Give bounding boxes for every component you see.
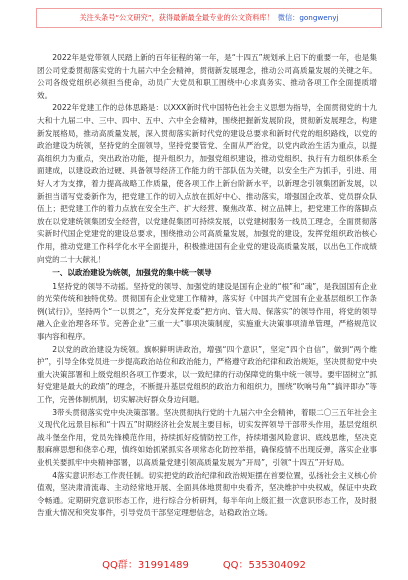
banner-text: 关注头条号“公文研究”，获得最新最全最专业的公文资料库！ [79,13,274,22]
paragraph: 4落实意识形态工作责任制。切实把党的政治纪律和政治规矩摆在首要位置，弘扬社会主义核心价值观，坚决肃清流毒、主动经常地开展、全面具体地贯彻中央看齐，坚决维护中央权威，保证中央政令畅通。定期研究意识形态工作，进行综合分析研判，每半年向上级汇报一次意识形态工作，及时报告重大情况和突发事件，引导党员干部坚定理想信念，站稳政治立场。 [37,470,377,518]
footer-contacts [0,556,408,572]
header-banner [36,8,382,28]
paragraph: 2以党的政治建设为统领。旗帜鲜明讲政治，增强“四个意识”，坚定“四个自信”，做到“两个维护”，引导全体党员进一步提高政治站位和政治能力，严格遵守政治纪律和政治规矩，坚决贯彻党中央重大决策部署和上级党组织各项工作要求，以一致纪律的行动保障党的集中统一领导。要牢固树立“抓好党建是最大的政绩”的理念，不断提升基层党组织的政治力和组织力，围绕“吹响号角”“搞评即办”等工作，完善体制机制，切实解决好群众身边问题。 [37,344,377,405]
footer-qq-group: QQ群：31991489 [102,560,189,571]
paragraph: 2022年是党带领人民踏上新的百年征程的第一年，是“十四五”规划承上启下的重要一年，也是集团公司党委贯彻落实党的十九届六中全会精神，贯彻新发展理念，推动公司高质量发展的关键之年。公司各级党组织必须担当使命，动员广大党员和职工围绕中心求真务实、推动各项工作全面提质增效。 [37,53,377,100]
footer-qq: QQ：535304092 [222,560,306,571]
paragraph: 2022年党建工作的总体思路是：以XXX新时代中国特色社会主义思想为指导，全面贯彻党的十九大和十九届二中、三中、四中、五中、六中全会精神，围绕把握新发展阶段，贯彻新发展理念，构建新发展格局，推动高质量发展，深入贯彻落实新时代党的建设总要求和新时代党的组织路线，以党的政治建设为统领，坚持党的全面领导，坚持党要管党、全面从严治党，以党内政治生活为重点，以提高组织力为重点，突出政治功能，提升组织力，加强党组织建设，推动党组织、执行有力组织体系全面建成，以建设政治过硬、具备领导经济工作能力的干部队伍为关键，以安全生产为抓手，引进、用好人才为支撑，着力提高战略工作质量，使各项工作上新台阶新水平，以新理念引领集团新发展，以新担当谱写党委新作为，把党建工作的切入点放在抓好中心、推动落实，增强国企改革、党员群众队伍上；把党建工作的着力点放在安全生产、扩大经营、聚焦改革、树立品牌上，把党建工作的落脚点放在以党建统领集团安全经营，以党建促集团可持续发展，以党建树服务一线员工理念，全面贯彻落实新时代国企党建党的建设总要求，围绕推动公司高质量发展，加强党的建设，发挥党组织政治核心作用，推动党建工作科学化水平全面提升，积极推进国有企业党的建设高质量发展，以出色工作成绩向党的二十大献礼！ [37,103,377,264]
banner-wechat: 微信：gongwenyj [277,13,339,22]
section-heading: 一、以政治建设为统领，加强党的集中统一领导 [52,268,212,278]
paragraph: 3带头贯彻落实党中央决策部署。坚决贯彻执行党的十九届六中全会精神，着眼二〇三五年社会主义现代化远景目标和“十四五”时期经济社会发展主要目标，切实发挥领导干部带头作用，基层党组织战斗堡垒作用，党员先锋模范作用，持续抓好疫情防控工作，持续增强风险意识、底线思维，坚决克服麻痹思想和侥幸心理，慎终如始抓紧抓实各项常态化防控举措，确保疫情不出现反弹，落实企业事业机关要抓牢中央精神部署，以高质量党建引领高质量发展为“开局”，引领“十四五”开好局。 [37,407,377,467]
document-body [37,52,377,520]
paragraph: 1坚持党的领导不动摇。坚持党的领导、加强党的建设是国有企业的“根”和“魂”，是我国国有企业的光荣传统和独特优势。贯彻国有企业党建工作精神，落实好《中国共产党国有企业基层组织工作条例(试行)》，坚持两个“一以贯之”，充分发挥党委“把方向、管大局、保落实”的领导作用，将党的领导融入企业治理各环节。完善企业“三重一大”事项决策制度，实施重大决策事项清单管理，严格规范议事内容和程序。 [37,281,377,342]
